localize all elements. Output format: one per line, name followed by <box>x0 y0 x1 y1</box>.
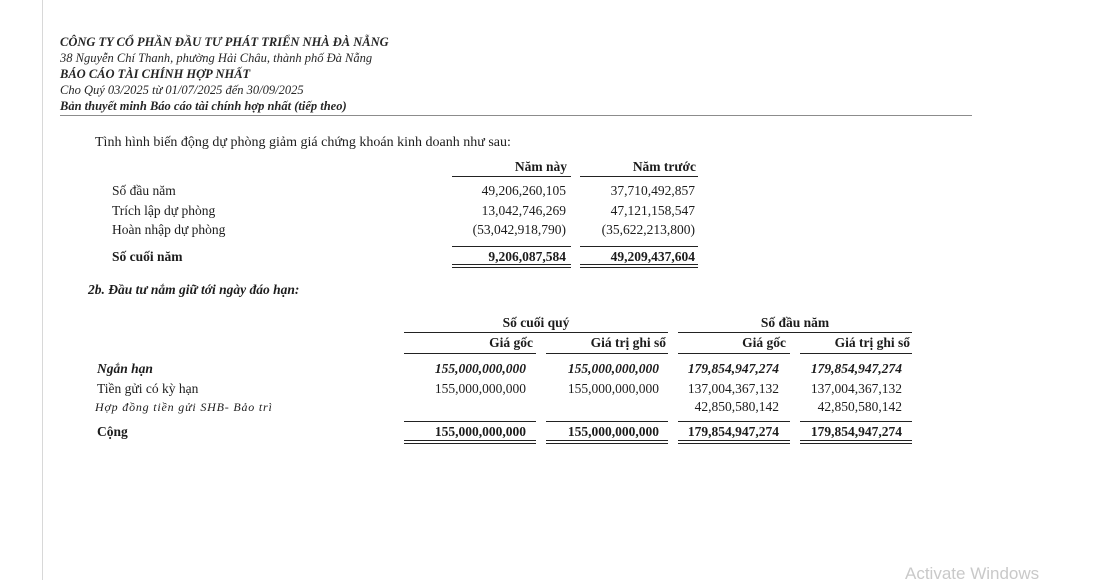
total-rule <box>800 421 912 422</box>
sub-header-row <box>0 335 1112 351</box>
table-row <box>0 361 1112 377</box>
section-2b-heading: 2b. Đầu tư nắm giữ tới ngày đáo hạn: <box>88 282 300 297</box>
table-row <box>0 399 1112 415</box>
row-label: Tiền gửi có kỳ hạn <box>97 381 199 396</box>
row-value-prior-year: 47,121,158,547 <box>610 203 695 218</box>
provision-header-row <box>0 159 1112 175</box>
column-header-cost: Giá gốc <box>742 335 786 350</box>
total-row <box>0 424 1112 440</box>
row-value: 155,000,000,000 <box>434 361 526 376</box>
total-double-rule <box>546 440 668 444</box>
total-rule <box>580 246 698 247</box>
total-rule <box>452 246 571 247</box>
table-row <box>0 381 1112 397</box>
table-row <box>0 203 1112 219</box>
row-value: 179,854,947,274 <box>687 361 779 376</box>
column-header-underline <box>580 176 698 177</box>
row-label: Hoàn nhập dự phòng <box>112 222 226 237</box>
page-left-edge <box>42 0 43 580</box>
table-row <box>0 183 1112 199</box>
report-period: Cho Quý 03/2025 từ 01/07/2025 đến 30/09/2025 <box>60 83 304 97</box>
group-header-underline <box>678 332 912 333</box>
row-value: 42,850,580,142 <box>817 399 902 414</box>
total-value-prior-year: 49,209,437,604 <box>610 249 695 264</box>
sub-header-underline <box>800 353 912 354</box>
provision-intro-text: Tình hình biến động dự phòng giảm giá chứng khoán kinh doanh như sau: <box>95 135 511 150</box>
total-row <box>0 249 1112 265</box>
report-title: BÁO CÁO TÀI CHÍNH HỢP NHẤT <box>60 67 251 81</box>
row-value-current-year: 13,042,746,269 <box>481 203 566 218</box>
row-value-prior-year: (35,622,213,800) <box>601 222 695 237</box>
total-double-rule <box>800 440 912 444</box>
total-label: Cộng <box>97 424 128 439</box>
row-value: 155,000,000,000 <box>567 381 659 396</box>
total-rule <box>404 421 536 422</box>
row-value: 155,000,000,000 <box>567 361 659 376</box>
total-value-current-year: 9,206,087,584 <box>488 249 566 264</box>
row-value-current-year: 49,206,260,105 <box>481 183 566 198</box>
column-header-prior-year: Năm trước <box>632 159 696 174</box>
group-header-underline <box>404 332 668 333</box>
total-double-rule <box>580 264 698 268</box>
total-double-rule <box>452 264 571 268</box>
column-header-current-year: Năm này <box>514 159 567 174</box>
group-header-quarter-end: Số cuối quý <box>502 315 570 330</box>
total-value: 155,000,000,000 <box>434 424 526 439</box>
total-rule <box>546 421 668 422</box>
column-header-cost: Giá gốc <box>489 335 533 350</box>
column-header-carrying-value: Giá trị ghi sổ <box>834 335 910 350</box>
row-value: 137,004,367,132 <box>687 381 779 396</box>
table-row <box>0 222 1112 238</box>
total-value: 179,854,947,274 <box>810 424 902 439</box>
company-address: 38 Nguyễn Chí Thanh, phường Hải Châu, thành phố Đà Nẵng <box>60 51 373 65</box>
sub-header-underline <box>404 353 536 354</box>
column-header-underline <box>452 176 571 177</box>
sub-header-underline <box>546 353 668 354</box>
total-label: Số cuối năm <box>112 249 183 264</box>
group-header-year-start: Số đầu năm <box>760 315 830 330</box>
sub-header-underline <box>678 353 790 354</box>
row-value-current-year: (53,042,918,790) <box>472 222 566 237</box>
row-value: 155,000,000,000 <box>434 381 526 396</box>
row-label: Số đầu năm <box>112 183 176 198</box>
group-header-row <box>0 315 1112 331</box>
total-double-rule <box>404 440 536 444</box>
activate-windows-watermark: Activate Windows <box>905 564 1040 580</box>
row-value: 179,854,947,274 <box>810 361 902 376</box>
header-rule <box>60 115 972 116</box>
section-title: Bản thuyết minh Báo cáo tài chính hợp nhất (tiếp theo) <box>60 99 347 113</box>
row-label: Ngắn hạn <box>97 361 153 376</box>
row-value-prior-year: 37,710,492,857 <box>610 183 695 198</box>
total-value: 155,000,000,000 <box>567 424 659 439</box>
total-rule <box>678 421 790 422</box>
company-name: CÔNG TY CỔ PHẦN ĐẦU TƯ PHÁT TRIỂN NHÀ ĐÀ NẴNG <box>60 35 389 49</box>
row-value: 42,850,580,142 <box>694 399 779 414</box>
row-label: Trích lập dự phòng <box>112 203 216 218</box>
total-value: 179,854,947,274 <box>687 424 779 439</box>
total-double-rule <box>678 440 790 444</box>
column-header-carrying-value: Giá trị ghi sổ <box>590 335 666 350</box>
row-value: 137,004,367,132 <box>810 381 902 396</box>
row-label: Hợp đồng tiền gửi SHB- Bảo trì <box>95 400 273 414</box>
